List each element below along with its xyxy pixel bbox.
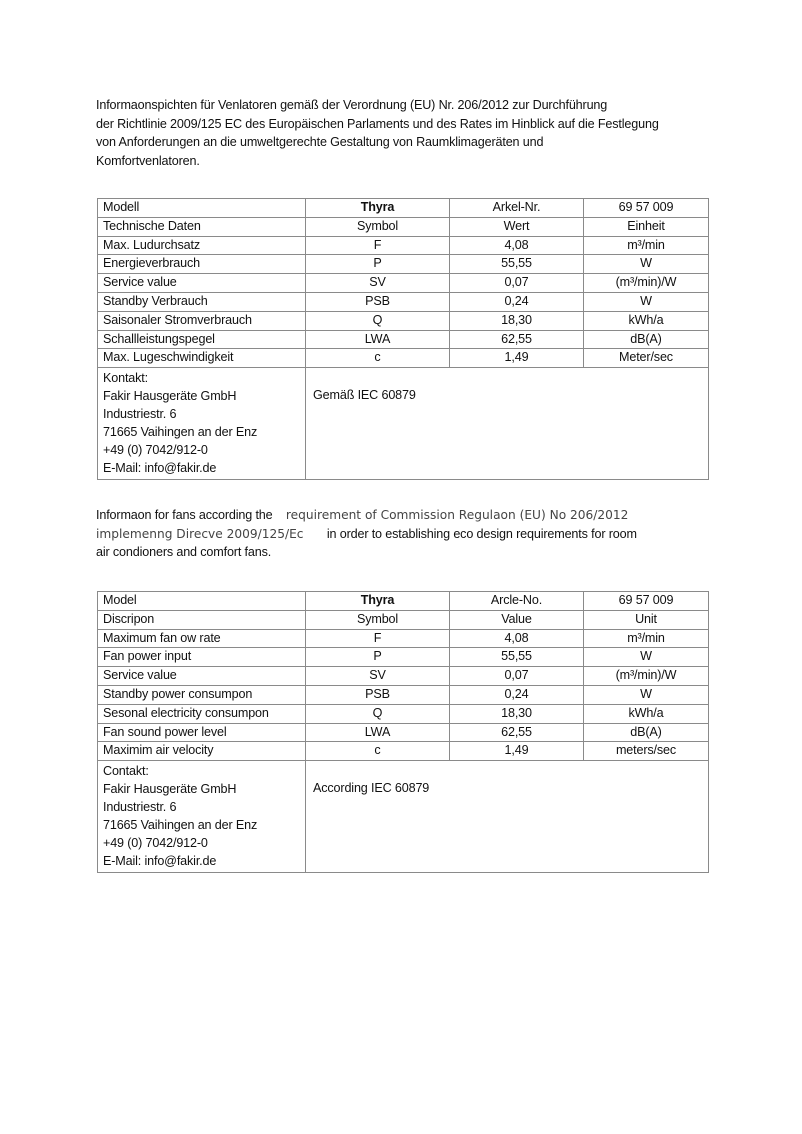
article-number: 69 57 009 [584, 199, 709, 218]
row-symbol: PSB [306, 685, 450, 704]
table-header-row [98, 199, 709, 218]
row-unit: W [584, 255, 709, 274]
row-unit: m³/min [584, 236, 709, 255]
row-value: 1,49 [450, 742, 584, 761]
german-intro-line: Komfortvenlatoren. [96, 154, 200, 169]
contact-email: E-Mail: info@fakir.de [103, 461, 217, 476]
row-label: Schallleistungspegel [98, 330, 306, 349]
model-name: Thyra [306, 592, 450, 611]
table-row [98, 330, 709, 349]
column-header-label: Technische Daten [98, 217, 306, 236]
contact-heading: Kontakt: [103, 371, 149, 386]
row-symbol: P [306, 648, 450, 667]
row-label: Service value [98, 274, 306, 293]
contact-heading: Contakt: [103, 764, 149, 779]
row-value: 62,55 [450, 330, 584, 349]
row-symbol: PSB [306, 292, 450, 311]
table-row [98, 723, 709, 742]
contact-block [98, 761, 306, 873]
table-row [98, 349, 709, 368]
table-row [98, 648, 709, 667]
model-label: Model [98, 592, 306, 611]
row-label: Fan power input [98, 648, 306, 667]
contact-company: Fakir Hausgeräte GmbH [103, 782, 237, 797]
row-label: Max. Lugeschwindigkeit [98, 349, 306, 368]
german-spec-table [97, 198, 709, 480]
row-symbol: SV [306, 667, 450, 686]
row-value: 1,49 [450, 349, 584, 368]
row-value: 0,24 [450, 292, 584, 311]
row-label: Sesonal electricity consumpon [98, 704, 306, 723]
row-unit: W [584, 648, 709, 667]
row-symbol: c [306, 349, 450, 368]
row-value: 0,07 [450, 274, 584, 293]
row-label: Saisonaler Stromverbrauch [98, 311, 306, 330]
german-intro-line: der Richtlinie 2009/125 EC des Europäischen Parlaments und des Rates im Hinblick auf die Festlegung [96, 116, 659, 131]
article-label: Arkel-Nr. [450, 199, 584, 218]
row-unit: dB(A) [584, 723, 709, 742]
table-row [98, 255, 709, 274]
row-unit: m³/min [584, 629, 709, 648]
row-value: 18,30 [450, 704, 584, 723]
contact-email: E-Mail: info@fakir.de [103, 854, 217, 869]
contact-street: Industriestr. 6 [103, 800, 177, 815]
row-unit: (m³/min)/W [584, 667, 709, 686]
article-number: 69 57 009 [584, 592, 709, 611]
table-row [98, 274, 709, 293]
german-intro-line: Informaonspichten für Venlatoren gemäß der Verordnung (EU) Nr. 206/2012 zur Durchführung [96, 98, 608, 112]
table-row [98, 704, 709, 723]
contact-phone: +49 (0) 7042/912-0 [103, 443, 208, 458]
german-intro-line: von Anforderungen an die umweltgerechte Gestaltung von Raumklimageräten und [96, 135, 544, 150]
row-symbol: F [306, 236, 450, 255]
contact-city: 71665 Vaihingen an der Enz [103, 425, 258, 440]
row-value: 4,08 [450, 629, 584, 648]
row-value: 4,08 [450, 236, 584, 255]
row-label: Maximim air velocity [98, 742, 306, 761]
table-row [98, 236, 709, 255]
column-header-symbol: Symbol [306, 217, 450, 236]
model-name: Thyra [306, 199, 450, 218]
row-symbol: Q [306, 704, 450, 723]
english-spec-table [97, 591, 709, 873]
row-symbol: LWA [306, 330, 450, 349]
contact-city: 71665 Vaihingen an der Enz [103, 818, 258, 833]
row-unit: W [584, 685, 709, 704]
row-value: 18,30 [450, 311, 584, 330]
row-symbol: LWA [306, 723, 450, 742]
english-intro-text: Informaon for fans according the [96, 508, 273, 522]
column-header-value: Wert [450, 217, 584, 236]
column-header-value: Value [450, 610, 584, 629]
row-unit: W [584, 292, 709, 311]
column-header-symbol: Symbol [306, 610, 450, 629]
table-row [98, 292, 709, 311]
row-value: 55,55 [450, 648, 584, 667]
row-symbol: Q [306, 311, 450, 330]
contact-street: Industriestr. 6 [103, 407, 177, 422]
table-row [98, 685, 709, 704]
row-value: 0,07 [450, 667, 584, 686]
table-column-header-row [98, 610, 709, 629]
row-label: Fan sound power level [98, 723, 306, 742]
table-row [98, 742, 709, 761]
row-unit: kWh/a [584, 704, 709, 723]
column-header-unit: Unit [584, 610, 709, 629]
row-symbol: SV [306, 274, 450, 293]
row-symbol: c [306, 742, 450, 761]
table-row [98, 667, 709, 686]
english-intro-paragraph [96, 506, 716, 562]
row-value: 62,55 [450, 723, 584, 742]
contact-company: Fakir Hausgeräte GmbH [103, 389, 237, 404]
row-unit: (m³/min)/W [584, 274, 709, 293]
row-label: Maximum fan ow rate [98, 629, 306, 648]
norm-reference: According IEC 60879 [306, 761, 709, 873]
article-label: Arcle-No. [450, 592, 584, 611]
row-symbol: F [306, 629, 450, 648]
row-unit: meters/sec [584, 742, 709, 761]
model-label: Modell [98, 199, 306, 218]
contact-row [98, 761, 709, 873]
row-label: Standby power consumpon [98, 685, 306, 704]
contact-phone: +49 (0) 7042/912-0 [103, 836, 208, 851]
english-intro-text: air condioners and comfort fans. [96, 545, 272, 560]
row-value: 0,24 [450, 685, 584, 704]
row-label: Energieverbrauch [98, 255, 306, 274]
row-unit: dB(A) [584, 330, 709, 349]
table-row [98, 311, 709, 330]
row-unit: Meter/sec [584, 349, 709, 368]
english-intro-text-alt: requirement of Commission Regulaon (EU) No 206/2012 [285, 508, 629, 522]
row-label: Max. Ludurchsatz [98, 236, 306, 255]
row-symbol: P [306, 255, 450, 274]
column-header-label: Discripon [98, 610, 306, 629]
german-intro-paragraph [96, 96, 716, 171]
row-label: Service value [98, 667, 306, 686]
table-column-header-row [98, 217, 709, 236]
row-label: Standby Verbrauch [98, 292, 306, 311]
contact-block [98, 368, 306, 480]
english-intro-text: in order to establishing eco design requirements for room [326, 526, 637, 541]
table-row [98, 629, 709, 648]
row-value: 55,55 [450, 255, 584, 274]
table-header-row [98, 592, 709, 611]
norm-reference: Gemäß IEC 60879 [306, 368, 709, 480]
contact-row [98, 368, 709, 480]
english-intro-text-alt: implemenng Direcve 2009/125/Ec [96, 526, 304, 541]
column-header-unit: Einheit [584, 217, 709, 236]
row-unit: kWh/a [584, 311, 709, 330]
